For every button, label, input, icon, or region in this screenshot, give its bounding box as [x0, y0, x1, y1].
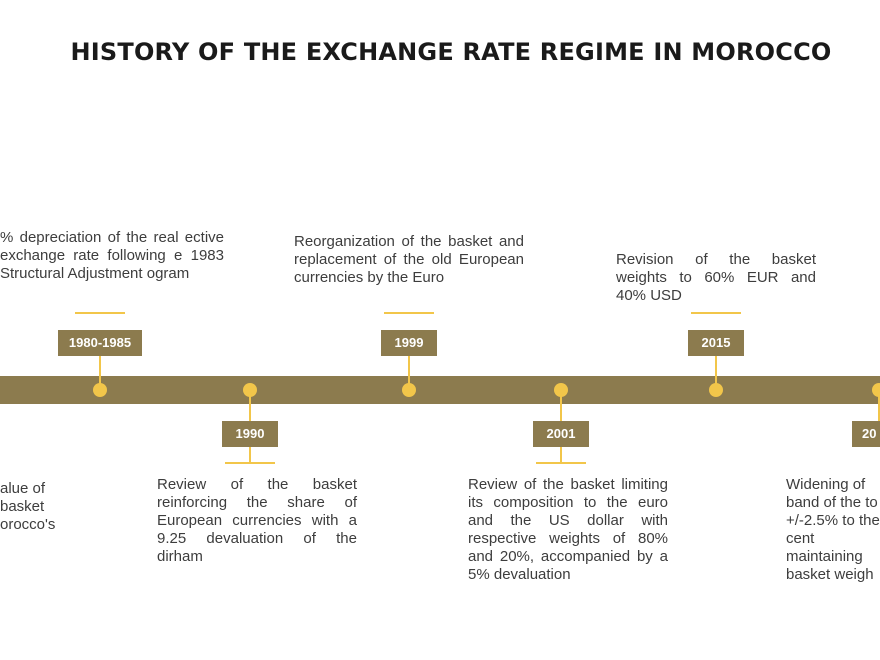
event-connector-stem [99, 356, 101, 386]
event-description-partial-right: Widening of band of the to +/-2.5% to the cent maintaining basket weigh [786, 476, 880, 583]
event-connector-stem [560, 395, 562, 421]
event-marker-2015 [709, 383, 723, 397]
event-connector-stem [408, 356, 410, 386]
event-description-2015: Revision of the basket weights to 60% EUR and 40% USD [616, 251, 816, 304]
event-year-label-2015: 2015 [688, 330, 744, 356]
event-connector-cap [536, 462, 586, 464]
event-connector-cap [691, 312, 741, 314]
event-connector-stem [560, 447, 562, 463]
event-connector-cap [225, 462, 275, 464]
event-year-label-2001: 2001 [533, 421, 589, 447]
page-title: HISTORY OF THE EXCHANGE RATE REGIME IN MOROCCO [70, 38, 832, 66]
event-description-partial-left: alue of basket orocco's [0, 480, 56, 533]
event-description-2001: Review of the basket limiting its composition to the euro and the US dollar with respective weights of 80% and 20%, accompanied by a 5% devaluation [468, 476, 668, 583]
event-description-1999: Reorganization of the basket and replacement of the old European currencies by the Euro [294, 233, 524, 286]
event-connector-stem [715, 356, 717, 386]
event-connector-stem [249, 395, 251, 421]
event-year-label-1980-1985: 1980-1985 [58, 330, 142, 356]
timeline-band [0, 376, 880, 404]
event-connector-cap [384, 312, 434, 314]
event-year-label-partial-right: 20 [852, 421, 880, 447]
event-marker-1999 [402, 383, 416, 397]
event-year-label-1990: 1990 [222, 421, 278, 447]
event-description-1980-1985: % depreciation of the real ective exchange rate following e 1983 Structural Adjustment ogram [0, 229, 224, 282]
event-connector-cap [75, 312, 125, 314]
event-connector-stem [249, 447, 251, 463]
event-year-label-1999: 1999 [381, 330, 437, 356]
event-description-1990: Review of the basket reinforcing the share of European currencies with a 9.25 devaluation of the dirham [157, 476, 357, 565]
event-marker-1980-1985 [93, 383, 107, 397]
